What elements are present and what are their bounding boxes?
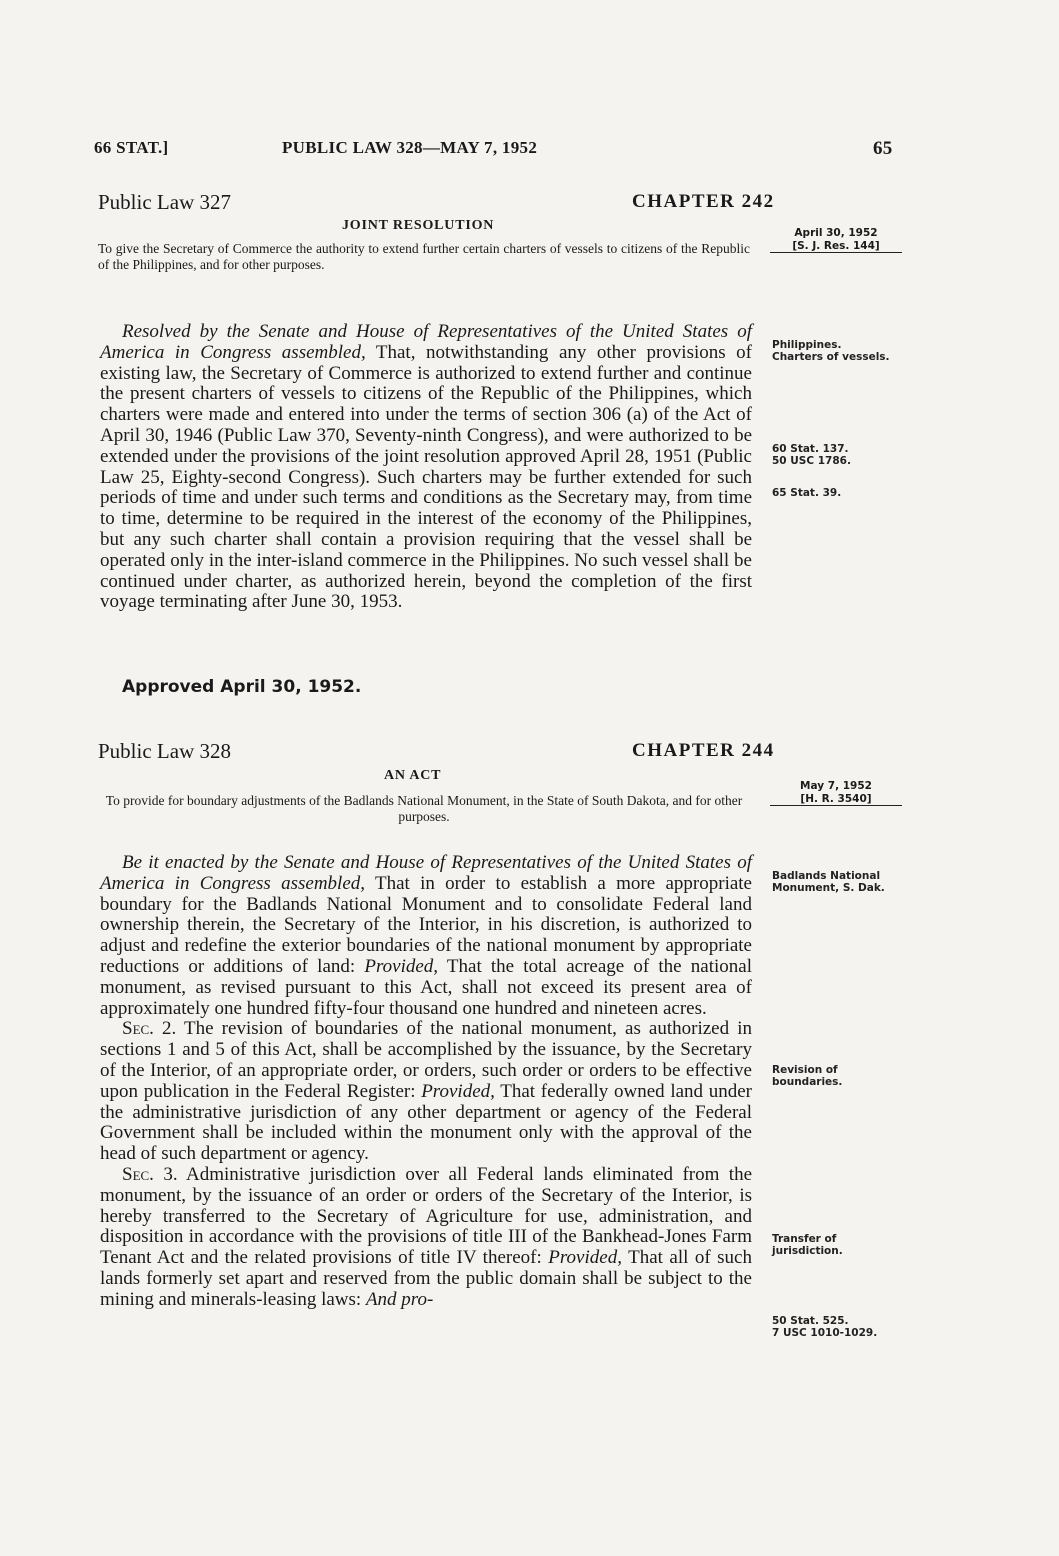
page-number: 65 [873,138,893,159]
section-2 [100,1019,752,1165]
section-1 [100,853,752,1019]
margin-note-transfer: Transfer of jurisdiction. [772,1233,843,1257]
margin-note-50-stat-line: 50 Stat. 525. [772,1315,849,1327]
law-327-purpose: To give the Secretary of Commerce the authority to extend further certain charters of vessels to citizens of the Republic of the Philippines, and for other purposes. [98,241,750,272]
law-328-purpose: To provide for boundary adjustments of the Badlands National Monument, in the State of South Dakota, and for other purposes. [105,793,743,824]
section-2-label: Sec. 2. [122,1018,177,1040]
section-3-provided: Provided, [548,1247,622,1269]
section-1-text-b: That the total acreage of the national monument, as revised pursuant to this Act, shall not exceed its present area of approximately one hundred fifty-four thousand one hundred and nineteen acres. [100,955,752,1019]
margin-note-philippines: Philippines. Charters of vessels. [772,339,890,363]
law-327-approved: Approved April 30, 1952. [122,677,362,697]
joint-resolution-title: JOINT RESOLUTION [342,218,495,233]
margin-note-60-stat [772,443,912,467]
law-328-date-ref [770,780,902,806]
section-3-continuation: And pro- [365,1288,434,1310]
law-327-date: April 30, 1952 [794,227,878,239]
law-328-date: May 7, 1952 [800,780,872,792]
chapter-242-label: CHAPTER 242 [632,191,775,212]
law-327-text: That, notwithstanding any other provisions of existing law, the Secretary of Commerce is authorized to extend further and continue the present charters of vessels to citizens of the Republic of the Philippines, which charters were made and entered into under the terms of section 306 (a) of the Act of April 30, 1946 (Public Law 370, Seventy-ninth Congress), and were authorized to be extended under the provisions of the joint resolution approved April 28, 1951 (Public Law 25, Eighty-second Congress). Such charters may be further extended for such periods of time and under such terms and conditions as the Secretary may, from time to time, determine to be required in the interest of the economy of the Philippines, but any such charter shall contain a provision requiring that the vessel shall be operated only in the inter-island commerce in the Philippines. No such vessel shall be continued under charter, as authorized herein, beyond the completion of the first voyage terminating after June 30, 1953. [100,341,752,613]
law-327-body [100,322,752,613]
running-head-title: PUBLIC LAW 328—MAY 7, 1952 [282,138,538,157]
section-2-text-b: That federally owned land under the administrative jurisdiction of any other department or agency of the Federal Government shall be included within the monument only with the approval of the head of such department or agency. [100,1080,752,1165]
margin-note-65-stat: 65 Stat. 39. [772,487,842,499]
section-2-text-a: The revision of boundaries of the national monument, as authorized in sections 1 and 5 of this Act, shall be accomplished by the issuance, by the Secretary of the Interior, of an appropriate order, or orders, such order or orders to be effective upon publication in the Federal Register: [100,1018,752,1102]
margin-note-badlands: Badlands National Monument, S. Dak. [772,870,885,894]
section-3-label: Sec. 3. [122,1163,178,1185]
section-2-provided: Provided, [421,1080,495,1102]
public-law-328-label: Public Law 328 [98,739,231,763]
law-327-enacting-clause: Resolved by the Senate and House of Representatives of the United States of America in Congress assembled, [100,321,752,363]
margin-note-7-usc-line: 7 USC 1010-1029. [772,1327,878,1339]
margin-note-50-stat [772,1315,912,1339]
chapter-244-label: CHAPTER 244 [632,740,775,761]
margin-note-revision: Revision of boundaries. [772,1064,843,1088]
section-1-text-a: That in order to establish a more appropriate boundary for the Badlands National Monument and to consolidate Federal land ownership therein, the Secretary of the Interior, in his discretion, is authorized to adjust and redefine the exterior boundaries of the national monument by appropriate reductions or additions of land: [100,872,752,977]
running-head-left: 66 STAT.] [94,138,169,157]
law-327-bill-ref: [S. J. Res. 144] [770,240,902,253]
law-327-date-ref [770,227,902,253]
law-328-bill-ref: [H. R. 3540] [770,793,902,806]
an-act-title: AN ACT [384,768,442,783]
section-1-provided: Provided, [364,955,439,977]
law-328-body [100,853,752,1311]
margin-note-50-usc-line: 50 USC 1786. [772,455,851,467]
law-328-enacting-clause: Be it enacted by the Senate and House of Representatives of the United States of America in Congress assembled, [100,852,752,894]
public-law-327-label: Public Law 327 [98,190,231,214]
section-3-text-a: Administrative jurisdiction over all Federal lands eliminated from the monument, by the issuance of an order or orders of the Secretary of the Interior, is hereby transferred to the Secretary of Agriculture for use, administration, and disposition in accordance with the provisions of title III of the Bankhead-Jones Farm Tenant Act and the related provisions of title IV thereof: [100,1163,753,1269]
section-3-text-b: That all of such lands formerly set apart and reserved from the public domain shall be subject to the mining and minerals-leasing laws: [100,1247,752,1310]
margin-note-60-stat-line: 60 Stat. 137. [772,443,849,455]
section-3 [100,1165,752,1311]
